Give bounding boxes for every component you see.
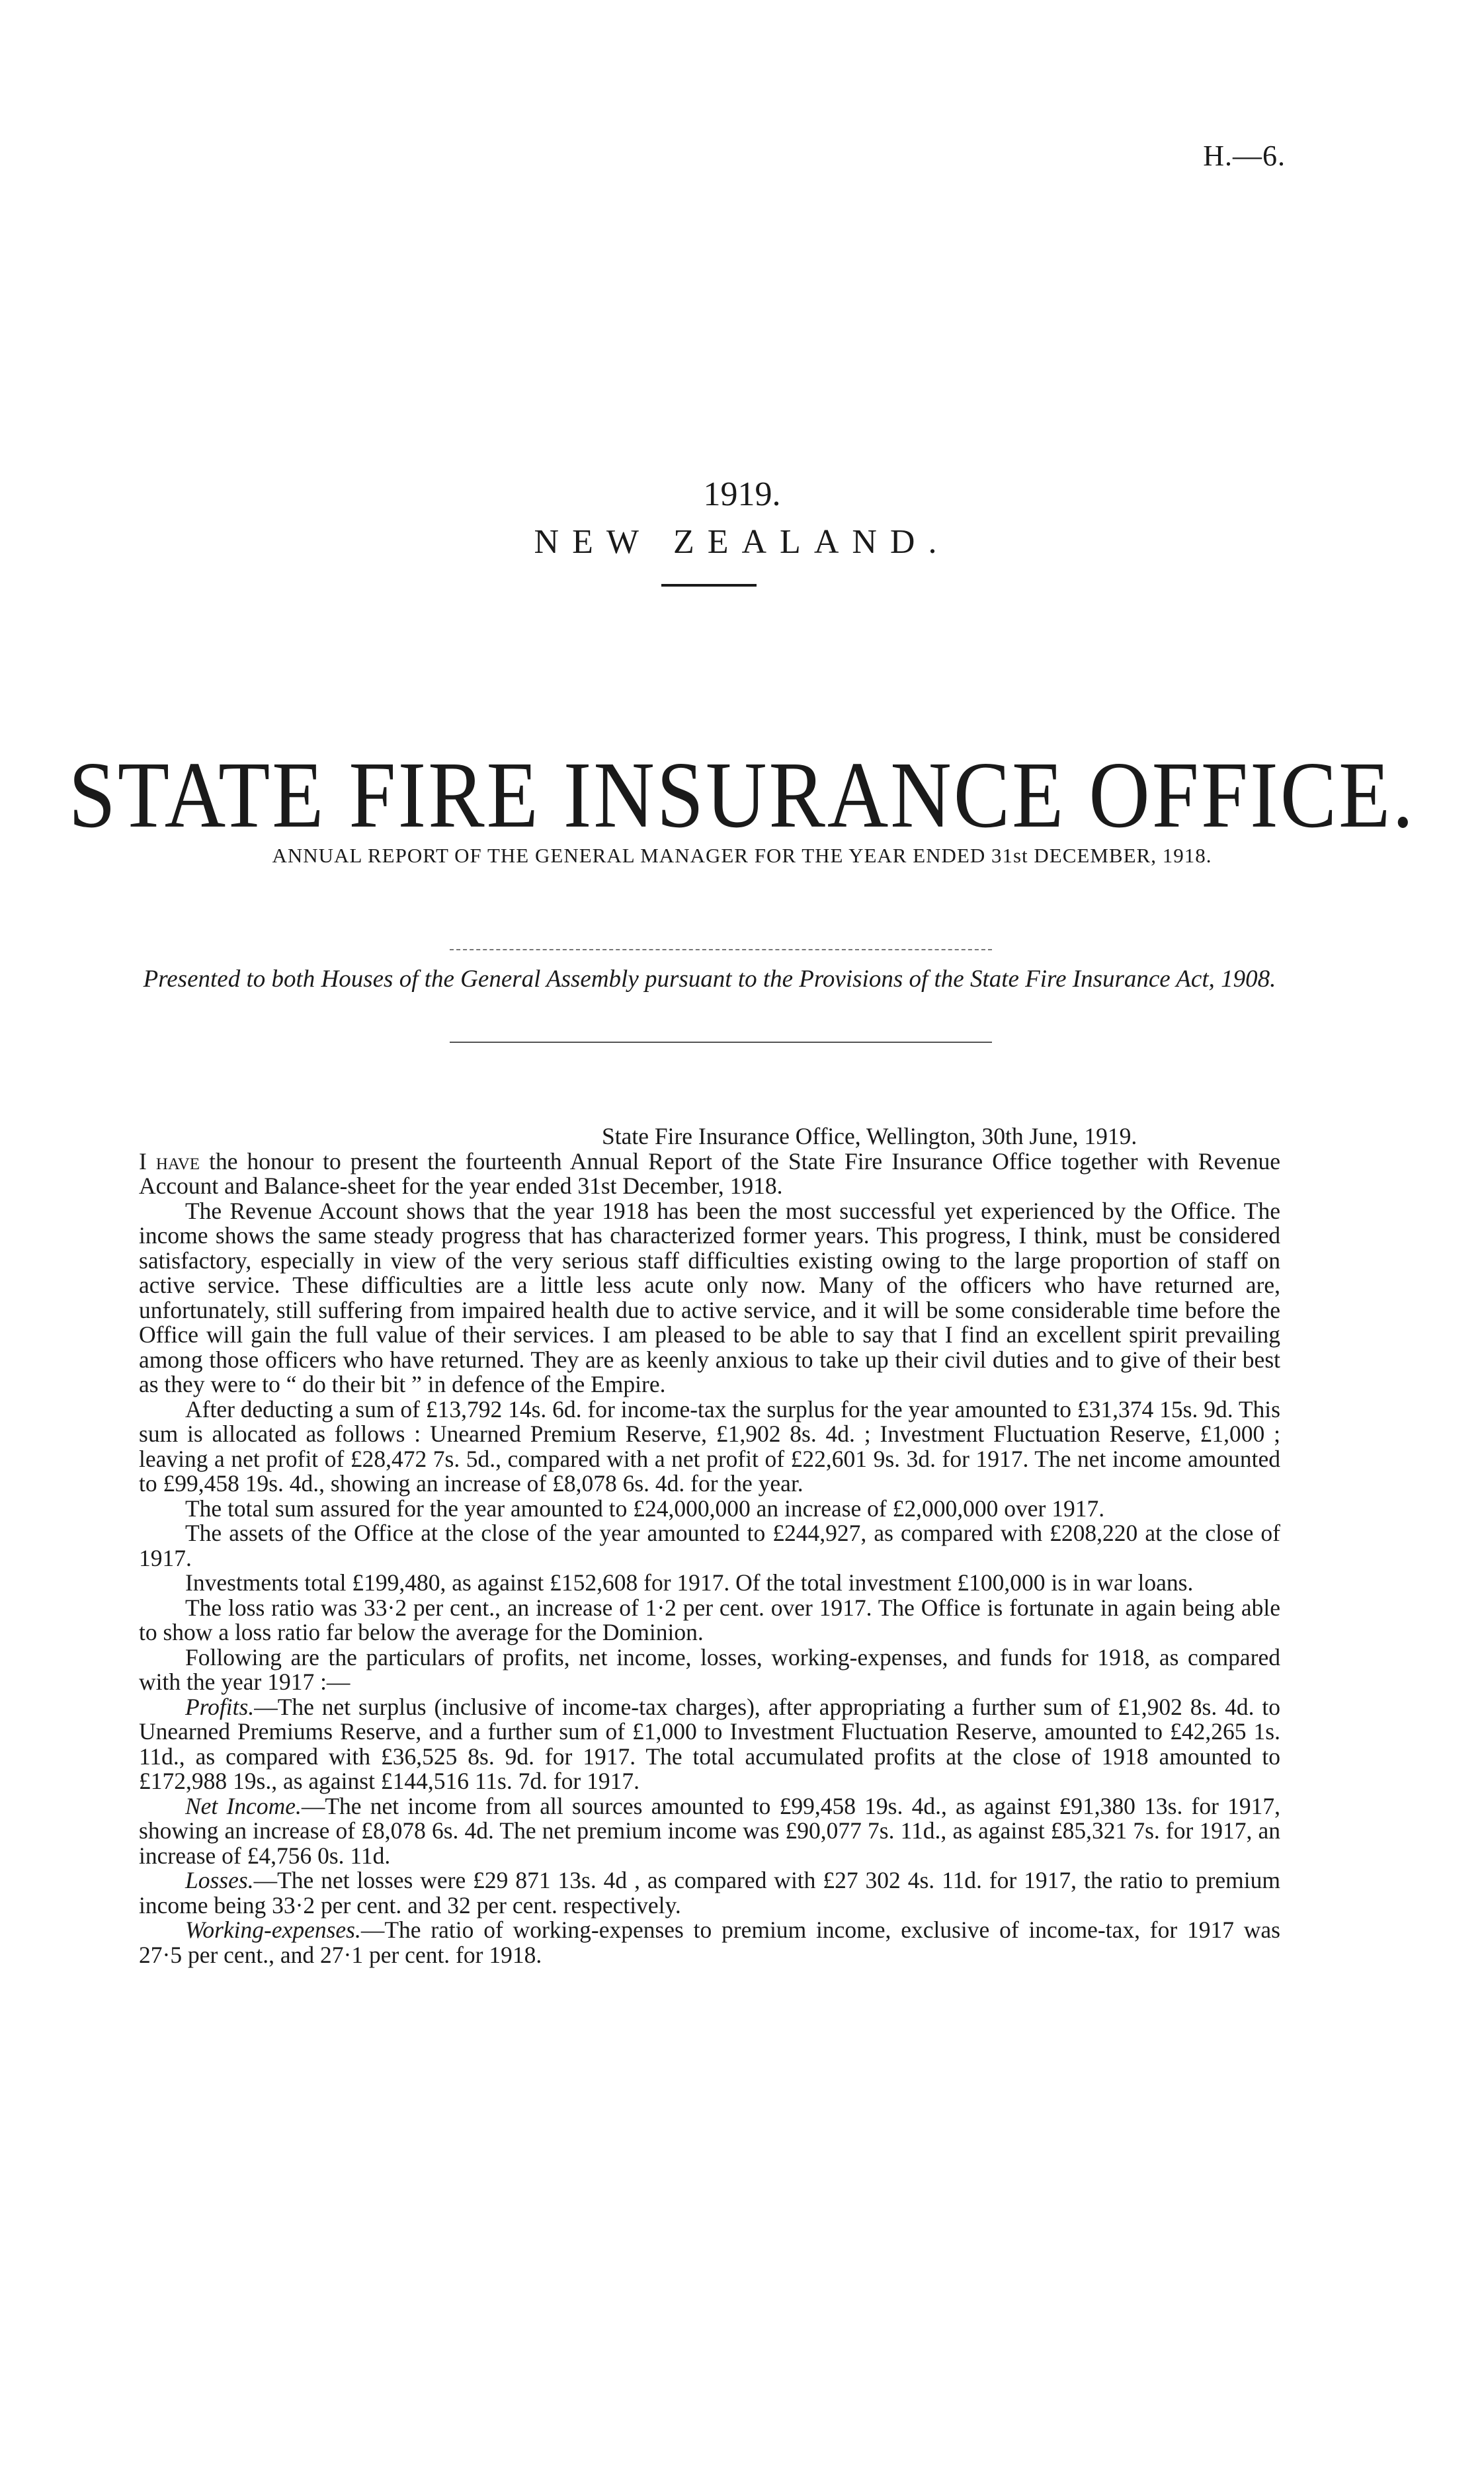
short-rule: [661, 584, 757, 587]
dashed-rule: [450, 949, 992, 950]
presentation-note: Presented to both Houses of the General Assembly pursuant to the Provisions of the State Fire Insurance Act, 1908.: [143, 966, 1276, 993]
opening-paragraph: [139, 1149, 1280, 1199]
paragraph-sum-assured: The total sum assured for the year amounted to £24,000,000 an increase of £2,000,000 over 1917.: [185, 1495, 1105, 1522]
item-working-expenses: [139, 1918, 1280, 1967]
page-reference: H.—6.: [1203, 140, 1286, 172]
item-text: —The net income from all sources amounted to £99,458 19s. 4d., as against £91,380 13s. for 1917, showing an increase of £8,078 6s. 4d. The net premium income was £90,077 7s. 11d., as against £85,321 7s. for 1917, an increase of £4,756 0s. 11d.: [139, 1792, 1280, 1869]
opening-text: the honour to present the fourteenth Annual Report of the State Fire Insurance Office together with Revenue Account and Balance-sheet for the year ended 31st December, 1918.: [139, 1147, 1280, 1199]
item-profits: [139, 1695, 1280, 1794]
item-text: —The ratio of working-expenses to premium income, exclusive of income-tax, for 1917 was 27·5 per cent., and 27·1 per cent. for 1918.: [139, 1917, 1280, 1968]
item-net-income: [139, 1794, 1280, 1869]
item-label: Working-expenses.: [185, 1917, 361, 1943]
thin-rule: [450, 1042, 992, 1043]
opening-words: I have: [139, 1147, 200, 1175]
country-heading: NEW ZEALAND.: [534, 523, 950, 561]
report-year: 1919.: [703, 475, 781, 513]
paragraph-following: Following are the particulars of profits, net income, losses, working-expenses, and funds for 1918, as compared with the year 1917 :—: [139, 1643, 1280, 1695]
item-text: —The net surplus (inclusive of income-tax charges), after appropriating a further sum of £1,902 8s. 4d. to Unearned Premiums Reserve, and a further sum of £1,000 to Investment Fluctuation Reserve, amounted to £42,265 1s. 11d., as compared with £36,525 8s. 9d. for 1917. The total accumulated profits at the close of 1918 amounted to £172,988 19s., as against £144,516 11s. 7d. for 1917.: [139, 1693, 1280, 1794]
item-label: Profits.: [185, 1693, 255, 1720]
paragraph-assets: The assets of the Office at the close of the year amounted to £244,927, as compared with £208,220 at the close of 1917.: [139, 1520, 1280, 1571]
item-text: —The net losses were £29 871 13s. 4d , as compared with £27 302 4s. 11d. for 1917, the ratio to premium income being 33·2 per cent. and 32 per cent. respectively.: [139, 1867, 1280, 1919]
paragraph-surplus: After deducting a sum of £13,792 14s. 6d. for income-tax the surplus for the year amounted to £31,374 15s. 9d. This sum is allocated as follows : Unearned Premium Reserve, £1,902 8s. 4d. ; Investment Fluctuation Reserve, £1,000 ; leaving a net profit of £28,472 7s. 5d., compared with a net profit of £22,601 9s. 3d. for 1917. The net income amounted to £99,458 19s. 4d., showing an increase of £8,078 6s. 4d. for the year.: [139, 1395, 1280, 1497]
page-subtitle: ANNUAL REPORT OF THE GENERAL MANAGER FOR THE YEAR ENDED 31st DECEMBER, 1918.: [272, 844, 1212, 867]
report-body: [139, 1124, 1280, 1967]
item-label: Losses.: [185, 1867, 254, 1893]
dateline: State Fire Insurance Office, Wellington, 30th June, 1919.: [602, 1123, 1137, 1149]
item-losses: [139, 1868, 1280, 1918]
item-label: Net Income.: [185, 1792, 302, 1819]
paragraph-loss-ratio: The loss ratio was 33·2 per cent., an increase of 1·2 per cent. over 1917. The Office is fortunate in again being able to show a loss ratio far below the average for the Dominion.: [139, 1594, 1280, 1645]
page-title: STATE FIRE INSURANCE OFFICE.: [68, 742, 1416, 848]
paragraph-revenue: The Revenue Account shows that the year 1918 has been the most successful yet experienced by the Office. The income shows the same steady progress that has characterized former years. This progress, I think, must be considered satisfactory, especially in view of the very serious staff difficulties existing owing to the large proportion of staff on active service. These difficulties are a little less acute only now. Many of the officers who have returned are, unfortunately, still suffering from impaired health due to active service, and it will be some considerable time before the Office will gain the full value of their services. I am pleased to be able to say that I find an excellent spirit prevailing among those officers who have returned. They are as keenly anxious to take up their civil duties and to give of their best as they were to “ do their bit ” in defence of the Empire.: [139, 1197, 1280, 1397]
paragraph-investments: Investments total £199,480, as against £152,608 for 1917. Of the total investment £100,000 is in war loans.: [185, 1569, 1194, 1596]
